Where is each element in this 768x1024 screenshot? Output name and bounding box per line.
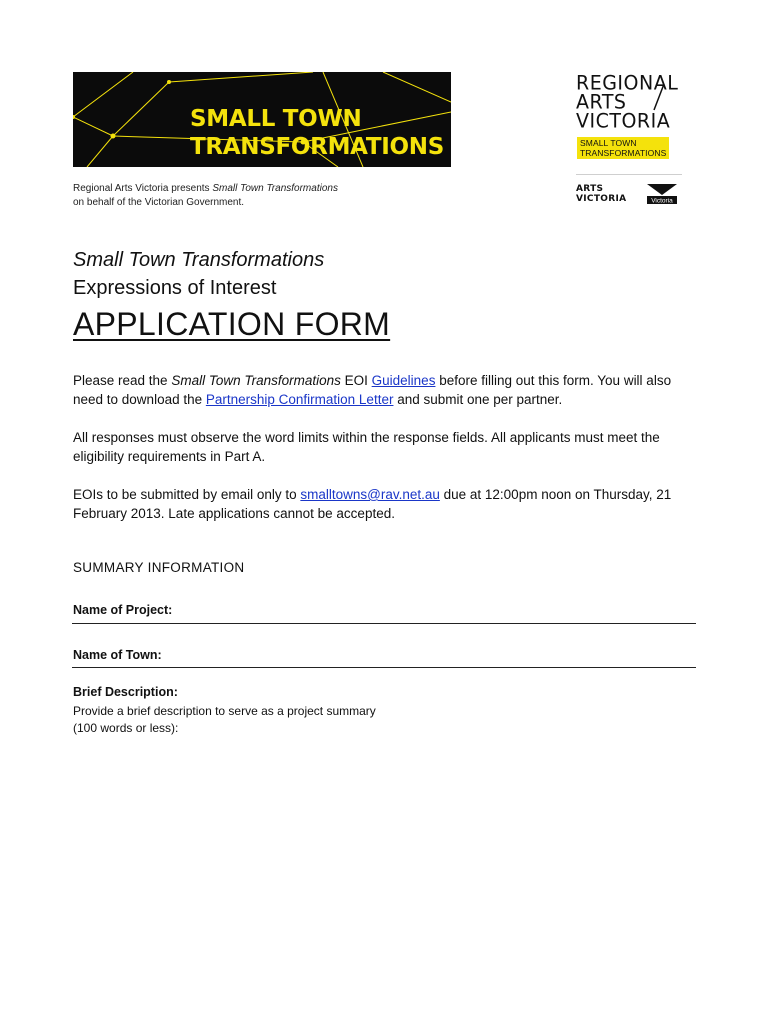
- presents-statement: [73, 182, 338, 210]
- program-title: Small Town Transformations: [73, 249, 325, 271]
- brief-help-line1: Provide a brief description to serve as a project summary: [73, 704, 376, 718]
- logo-badge-line2: TRANSFORMATIONS: [580, 148, 667, 158]
- logo-divider: [576, 174, 682, 175]
- intro-paragraph-submission: [73, 485, 703, 523]
- town-name-field[interactable]: [72, 667, 696, 668]
- logo-line-arts: ARTS: [576, 90, 627, 114]
- p3-text-a: EOIs to be submitted by email only to: [73, 487, 301, 502]
- town-name-label: Name of Town:: [73, 648, 162, 662]
- project-name-label: Name of Project:: [73, 603, 173, 617]
- banner-image: [73, 72, 451, 167]
- brief-help-line2: (100 words or less):: [73, 721, 179, 735]
- p1-text-c: before filling out this form. You will also need to download the: [73, 373, 672, 407]
- page-title: APPLICATION FORM: [73, 306, 391, 342]
- presents-line2: on behalf of the Victorian Government.: [73, 197, 245, 208]
- banner-title-line1: SMALL TOWN: [190, 106, 362, 132]
- intro-paragraph-word-limits: All responses must observe the word limits within the response fields. All applicants must meet the eligibility requirements in Part A.: [73, 430, 660, 464]
- logo-slash-icon: [576, 71, 686, 134]
- summary-section-heading: SUMMARY INFORMATION: [73, 560, 245, 575]
- brief-description-label: Brief Description:: [73, 685, 178, 699]
- arts-victoria-line1: ARTS: [576, 184, 604, 194]
- vic-gov-label: Victoria: [651, 197, 673, 204]
- banner-title: [190, 105, 444, 161]
- project-name-field[interactable]: [72, 623, 696, 624]
- p1-text-b: EOI: [340, 373, 372, 388]
- p1-text-a: Please read the: [73, 373, 172, 388]
- arts-victoria-line2: VICTORIA: [576, 194, 627, 204]
- logo-badge: [577, 137, 669, 159]
- presents-prefix: Regional Arts Victoria presents: [73, 183, 213, 194]
- logo-line-regional: REGIONAL: [576, 71, 679, 95]
- guidelines-link[interactable]: Guidelines: [371, 373, 436, 388]
- logo-line-victoria: VICTORIA: [576, 109, 671, 133]
- arts-victoria-logo: [576, 184, 626, 204]
- email-link[interactable]: smalltowns@rav.net.au: [300, 487, 440, 502]
- banner-title-line2: TRANSFORMATIONS: [190, 134, 445, 160]
- logo-badge-line1: SMALL TOWN: [580, 138, 637, 148]
- document-subtitle: Expressions of Interest: [73, 277, 277, 299]
- partnership-letter-link[interactable]: Partnership Confirmation Letter: [205, 392, 394, 407]
- intro-paragraph-guidelines: [73, 371, 703, 409]
- presents-program-name: Small Town Transformations: [212, 183, 338, 194]
- p1-program-name: Small Town Transformations: [171, 373, 341, 388]
- regional-arts-victoria-logo: [576, 71, 686, 133]
- victoria-government-logo: [647, 184, 677, 204]
- p1-text-d: and submit one per partner.: [393, 392, 563, 407]
- p3-text-b: due at 12:00pm noon on Thursday, 21 February 2013. Late applications cannot be accepted.: [73, 487, 672, 521]
- brief-description-help: [73, 703, 376, 737]
